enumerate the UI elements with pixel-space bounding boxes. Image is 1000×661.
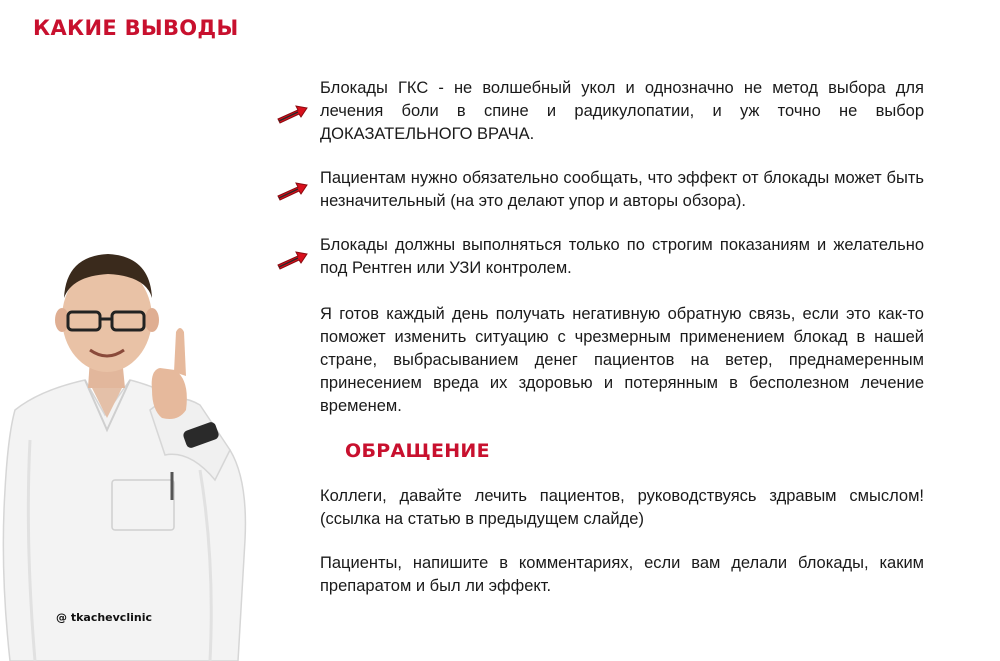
red-arrow-icon bbox=[276, 180, 308, 202]
appeal-paragraph: Коллеги, давайте лечить пациентов, руководствуясь здравым смыслом! (ссылка на статью в предыдущем слайде) bbox=[320, 487, 924, 528]
appeal-title: ОБРАЩЕНИЕ bbox=[345, 440, 490, 462]
page-title: КАКИЕ ВЫВОДЫ bbox=[33, 16, 239, 40]
conclusion-paragraph: Блокады ГКС - не волшебный укол и однозначно не метод выбора для лечения боли в спине и радикулопатии, и уж точно не выбор ДОКАЗАТЕЛЬНОГО ВРАЧА. bbox=[320, 79, 924, 143]
conclusion-paragraph: Блокады должны выполняться только по строгим показаниям и желательно под Рентген или УЗИ контролем. bbox=[320, 236, 924, 277]
appeal-paragraph: Пациенты, напишите в комментариях, если вам делали блокады, каким препаратом и был ли эффект. bbox=[320, 554, 924, 595]
conclusion-paragraph: Пациентам нужно обязательно сообщать, что эффект от блокады может быть незначительный (на это делают упор и авторы обзора). bbox=[320, 169, 924, 210]
doctor-photo bbox=[0, 240, 260, 661]
statement-paragraph: Я готов каждый день получать негативную обратную связь, если это как-то поможет изменить ситуацию с чрезмерным применением блокад в нашей стране, выбрасыванием денег пациентов на ветер, преднамеренным принесением вреда их здоровью и потерянным в бесполезном лечение временем. bbox=[320, 305, 924, 415]
social-handle: @ tkachevclinic bbox=[56, 611, 152, 624]
red-arrow-icon bbox=[276, 103, 308, 125]
red-arrow-icon bbox=[276, 249, 308, 271]
